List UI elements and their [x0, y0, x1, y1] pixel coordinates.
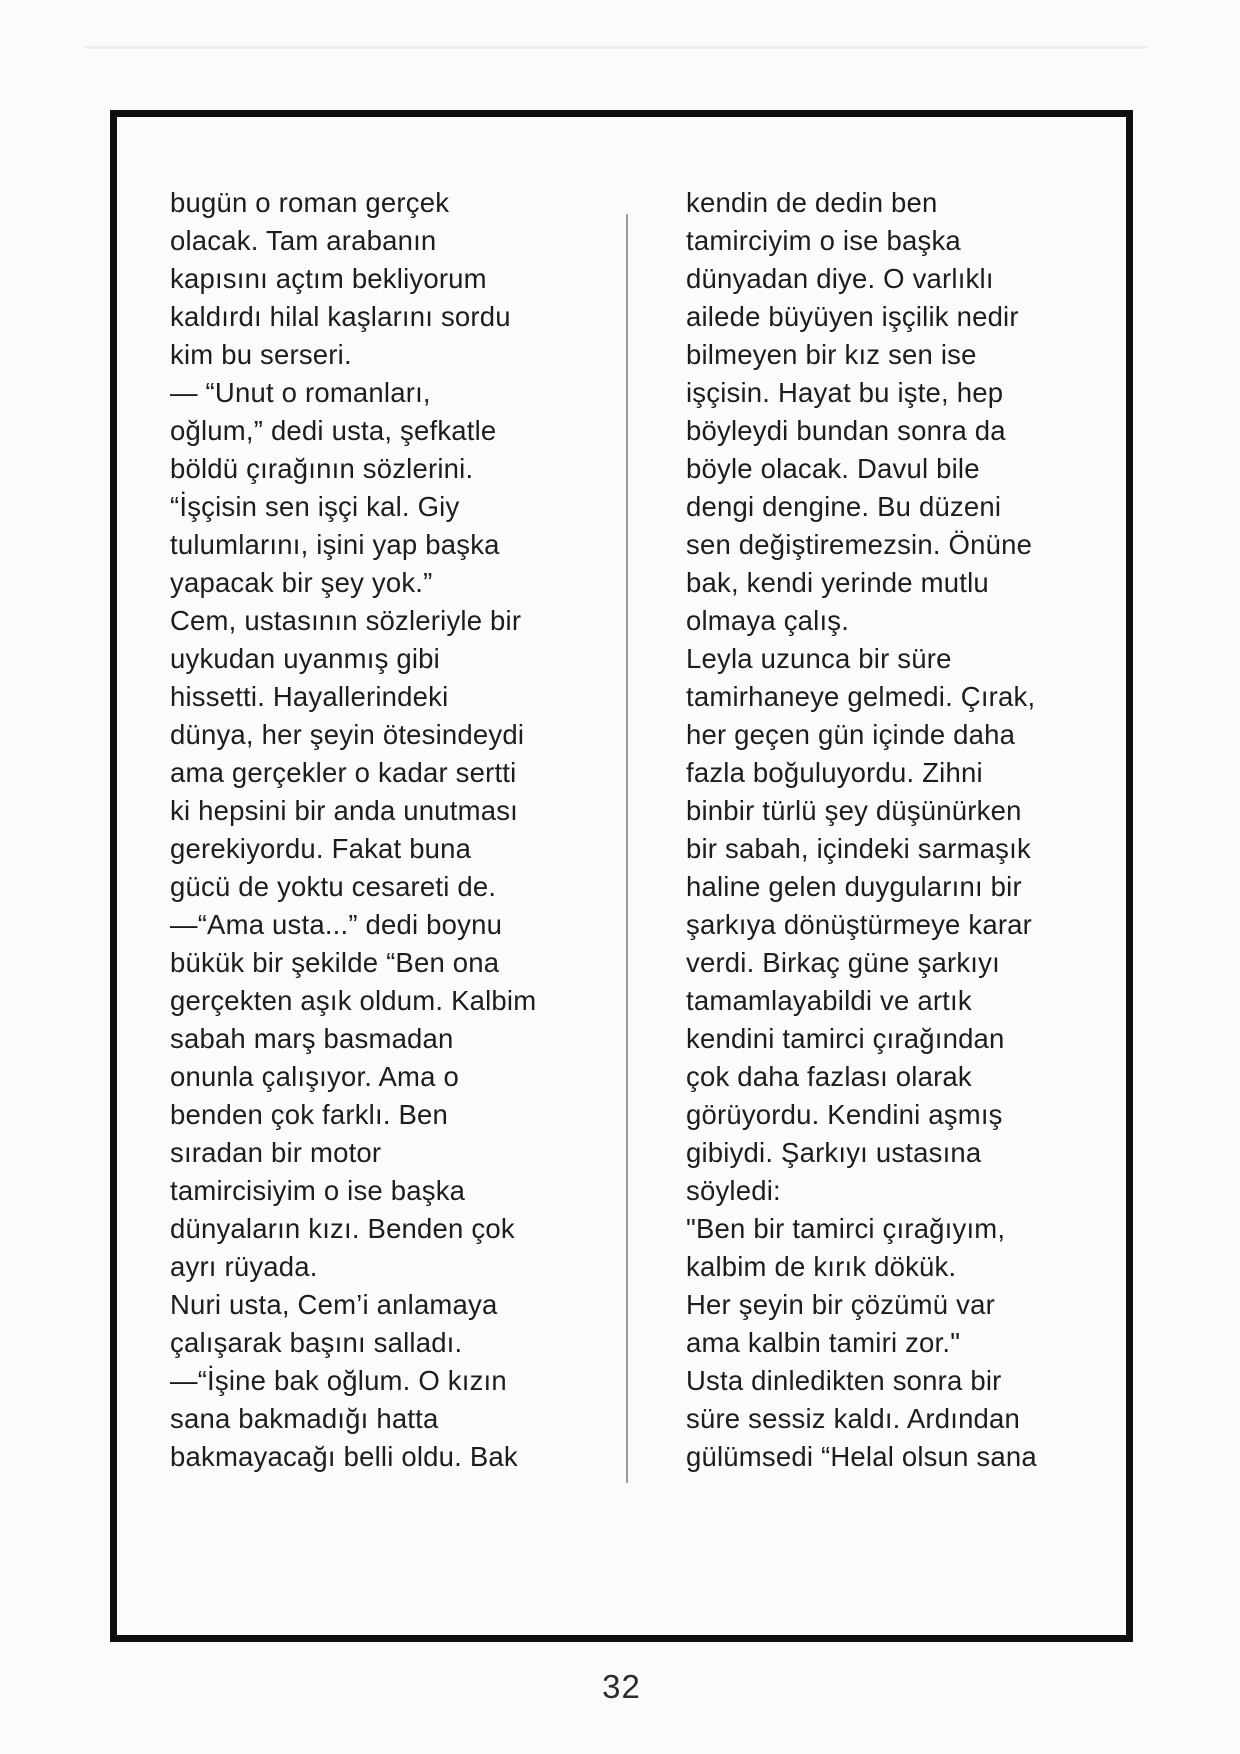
- text-line: tamircisiyim o ise başka: [170, 1175, 466, 1206]
- text-line: oğlum,” dedi usta, şefkatle: [170, 415, 497, 446]
- text-line: bükük bir şekilde “Ben ona: [170, 947, 500, 978]
- text-line: bakmayacağı belli oldu. Bak: [170, 1441, 518, 1472]
- text-line: kendini tamirci çırağından: [686, 1023, 1005, 1054]
- text-line: görüyordu. Kendini aşmış: [686, 1099, 1003, 1130]
- text-line: tamirciyim o ise başka: [686, 225, 961, 256]
- text-line: her geçen gün içinde daha: [686, 719, 1016, 750]
- text-line: olmaya çalış.: [686, 605, 850, 636]
- text-line: tamirhaneye gelmedi. Çırak,: [686, 681, 1036, 712]
- text-line: ama gerçekler o kadar sertti: [170, 757, 517, 788]
- text-line: dengi dengine. Bu düzeni: [686, 491, 1002, 522]
- text-line: söyledi:: [686, 1175, 781, 1206]
- text-line: bak, kendi yerinde mutlu: [686, 567, 989, 598]
- text-line: bugün o roman gerçek: [170, 187, 450, 218]
- text-line: hissetti. Hayallerindeki: [170, 681, 449, 712]
- text-line: bir sabah, içindeki sarmaşık: [686, 833, 1031, 864]
- text-line: böyleydi bundan sonra da: [686, 415, 1006, 446]
- text-line: süre sessiz kaldı. Ardından: [686, 1403, 1021, 1434]
- text-line: ayrı rüyada.: [170, 1251, 318, 1282]
- text-line: böyle olacak. Davul bile: [686, 453, 980, 484]
- text-line: kendin de dedin ben: [686, 187, 938, 218]
- text-line: verdi. Birkaç güne şarkıyı: [686, 947, 1000, 978]
- text-line: Cem, ustasının sözleriyle bir: [170, 605, 522, 636]
- text-line: binbir türlü şey düşünürken: [686, 795, 1022, 826]
- text-line: Usta dinledikten sonra bir: [686, 1365, 1002, 1396]
- text-line: benden çok farklı. Ben: [170, 1099, 449, 1130]
- scan-artifact-line: [85, 46, 1147, 49]
- text-line: kalbim de kırık dökük.: [686, 1251, 957, 1282]
- text-line: gücü de yoktu cesareti de.: [170, 871, 497, 902]
- text-line: olacak. Tam arabanın: [170, 225, 437, 256]
- column-divider-rule: [626, 214, 628, 1483]
- text-line: fazla boğuluyordu. Zihni: [686, 757, 983, 788]
- text-line: dünyaların kızı. Benden çok: [170, 1213, 515, 1244]
- text-line: haline gelen duygularını bir: [686, 871, 1022, 902]
- text-line: ailede büyüyen işçilik nedir: [686, 301, 1019, 332]
- text-line: tulumlarını, işini yap başka: [170, 529, 500, 560]
- text-line: çalışarak başını salladı.: [170, 1327, 463, 1358]
- text-line: ama kalbin tamiri zor.": [686, 1327, 961, 1358]
- text-line: kaldırdı hilal kaşlarını sordu: [170, 301, 511, 332]
- text-line: Nuri usta, Cem’i anlamaya: [170, 1289, 498, 1320]
- text-line: dünya, her şeyin ötesindeydi: [170, 719, 525, 750]
- text-line: bilmeyen bir kız sen ise: [686, 339, 977, 370]
- text-line: sen değiştiremezsin. Önüne: [686, 529, 1033, 560]
- text-line: onunla çalışıyor. Ama o: [170, 1061, 459, 1092]
- text-line: sıradan bir motor: [170, 1137, 382, 1168]
- text-line: tamamlayabildi ve artık: [686, 985, 972, 1016]
- text-line: şarkıya dönüştürmeye karar: [686, 909, 1033, 940]
- text-line: çok daha fazlası olarak: [686, 1061, 972, 1092]
- page-number: 32: [602, 1668, 641, 1705]
- text-line: Leyla uzunca bir süre: [686, 643, 952, 674]
- text-line: işçisin. Hayat bu işte, hep: [686, 377, 1004, 408]
- text-line: sabah marş basmadan: [170, 1023, 454, 1054]
- text-line: kim bu serseri.: [170, 339, 352, 370]
- text-line: böldü çırağının sözlerini.: [170, 453, 474, 484]
- text-line: —“İşine bak oğlum. O kızın: [170, 1365, 507, 1396]
- text-line: gibiydi. Şarkıyı ustasına: [686, 1137, 982, 1168]
- left-text-column: [170, 184, 590, 1476]
- text-line: sana bakmadığı hatta: [170, 1403, 439, 1434]
- text-line: — “Unut o romanları,: [170, 377, 431, 408]
- text-line: Her şeyin bir çözümü var: [686, 1289, 995, 1320]
- text-line: uykudan uyanmış gibi: [170, 643, 440, 674]
- text-line: dünyadan diye. O varlıklı: [686, 263, 994, 294]
- text-line: gülümsedi “Helal olsun sana: [686, 1441, 1037, 1472]
- text-line: “İşçisin sen işçi kal. Giy: [170, 491, 460, 522]
- right-text-column: [686, 184, 1037, 1476]
- text-line: gerçekten aşık oldum. Kalbim: [170, 985, 537, 1016]
- text-line: ki hepsini bir anda unutması: [170, 795, 519, 826]
- text-line: kapısını açtım bekliyorum: [170, 263, 487, 294]
- text-line: gerekiyordu. Fakat buna: [170, 833, 472, 864]
- text-line: yapacak bir şey yok.”: [170, 567, 433, 598]
- text-line: "Ben bir tamirci çırağıyım,: [686, 1213, 1006, 1244]
- text-line: —“Ama usta...” dedi boynu: [170, 909, 503, 940]
